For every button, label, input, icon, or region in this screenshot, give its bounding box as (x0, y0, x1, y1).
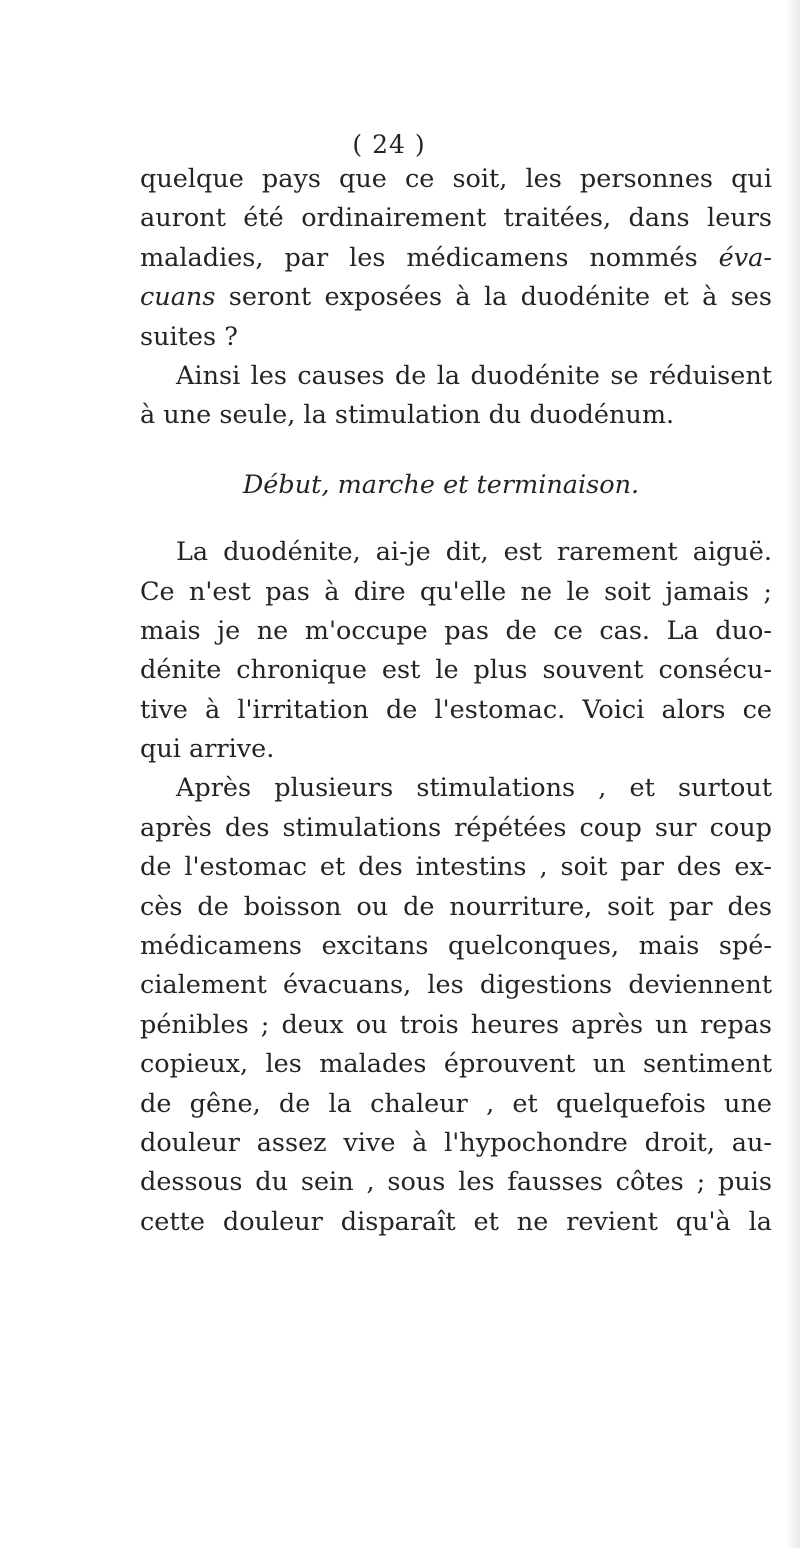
text-line: cès de boisson ou de nourriture, soit par des (140, 891, 772, 922)
text-line: pénibles ; deux ou trois heures après un repas (140, 1009, 772, 1040)
text-line: dessous du sein , sous les fausses côtes ; puis (140, 1167, 772, 1198)
text-segment: maladies, par les médicamens nommés (140, 242, 719, 273)
body-text (140, 160, 772, 1242)
text-line: Ce n'est pas à dire qu'elle ne le soit jamais ; (140, 576, 772, 607)
text-segment: seront exposées à la duodénite et à ses (215, 282, 772, 313)
text-line: après des stimulations répétées coup sur coup (140, 812, 772, 843)
text-line: La duodénite, ai-je dit, est rarement aiguë. (176, 537, 772, 568)
text-line: de gêne, de la chaleur , et quelquefois une (140, 1088, 772, 1119)
text-line: copieux, les malades éprouvent un sentiment (140, 1049, 772, 1080)
text-line (140, 278, 772, 317)
text-line: quelque pays que ce soit, les personnes qui (140, 164, 772, 194)
italic-term: éva- (718, 242, 772, 273)
text-line: mais je ne m'occupe pas de ce cas. La duo- (140, 615, 772, 646)
page-edge-shadow (786, 0, 800, 1548)
text-line: cialement évacuans, les digestions deviennent (140, 970, 772, 1001)
section-heading: Début, marche et terminaison. (242, 469, 640, 500)
text-line: à une seule, la stimulation du duodénum. (140, 400, 675, 431)
text-line: auront été ordinairement traitées, dans leurs (140, 203, 772, 234)
page-number: ( 24 ) (352, 130, 426, 159)
text-line: tive à l'irritation de l'estomac. Voici alors ce (140, 694, 772, 725)
text-line: douleur assez vive à l'hypochondre droit, au- (140, 1127, 772, 1158)
text-line: suites ? (140, 321, 238, 352)
text-line: qui arrive. (140, 734, 275, 765)
text-line: Ainsi les causes de la duodénite se réduisent (176, 360, 772, 391)
text-line: médicamens excitans quelconques, mais spé- (140, 931, 772, 962)
text-line: cette douleur disparaît et ne revient qu'à la (140, 1206, 772, 1237)
text-line: de l'estomac et des intestins , soit par des ex- (140, 852, 772, 883)
text-line: Après plusieurs stimulations , et surtout (176, 773, 772, 804)
italic-term: cuans (140, 282, 216, 313)
text-line (140, 239, 772, 278)
text-line: dénite chronique est le plus souvent consécu- (140, 655, 772, 686)
